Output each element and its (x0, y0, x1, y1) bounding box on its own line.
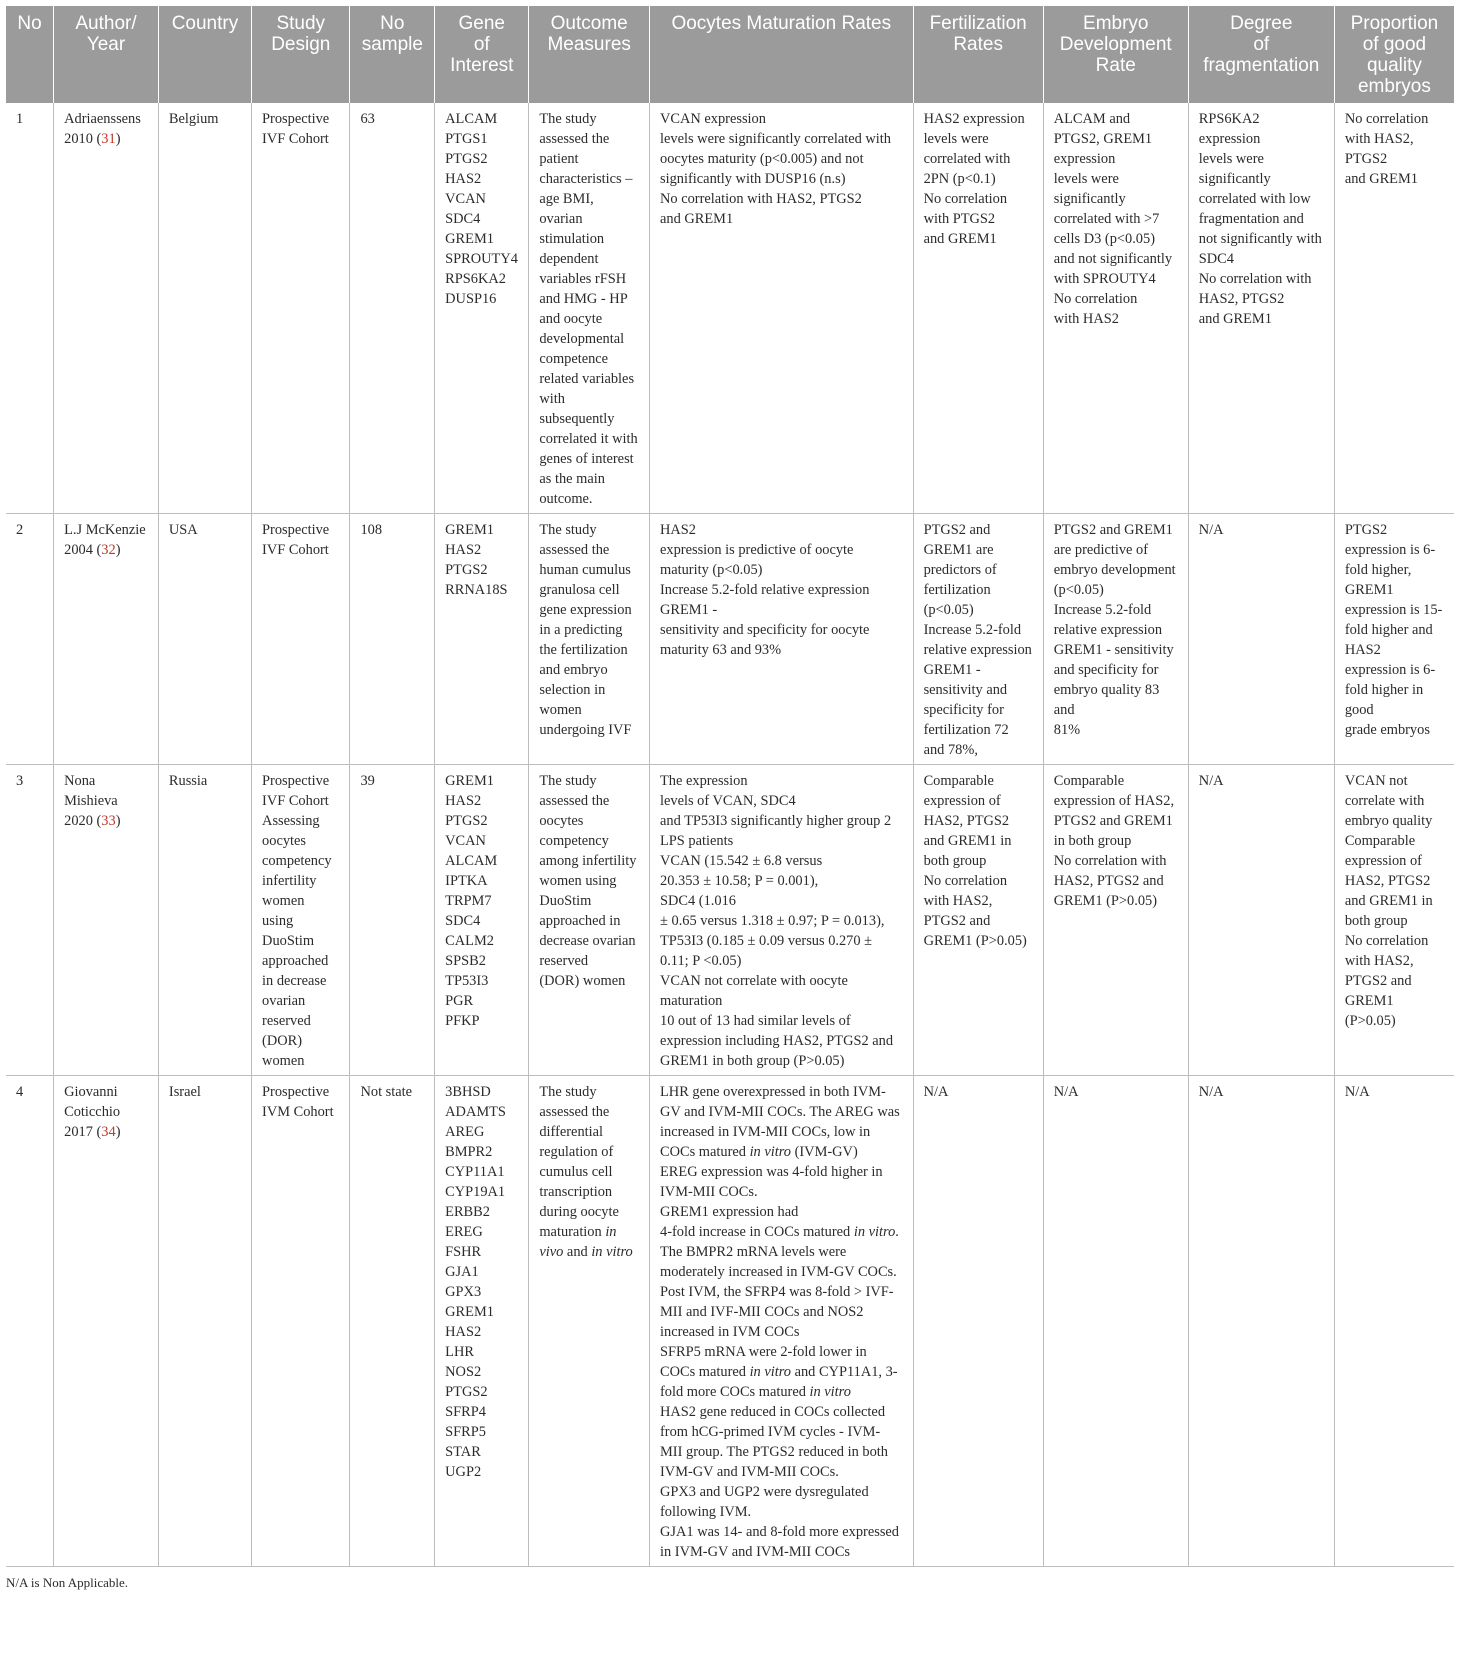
cell-country: Russia (158, 765, 251, 1076)
header-no: No (6, 6, 54, 103)
cell-fertilization: N/A (913, 1076, 1043, 1567)
reference-link[interactable]: 34 (101, 1124, 116, 1140)
header-study-design: Study Design (252, 6, 350, 103)
cell-outcome: The study assessed the human cumulus granulosa cell gene expression in a predicting the fertilization and embryo selection in women undergoing IVF (529, 514, 650, 765)
cell-outcome: The study assessed the patient characteristics – age BMI, ovarian stimulation dependent variables rFSH and HMG - HP and oocyte developmental competence related variables with subsequently correlated it with genes of interest as the main outcome. (529, 103, 650, 514)
cell-no: 4 (6, 1076, 54, 1567)
cell-fragmentation: N/A (1188, 1076, 1334, 1567)
cell-embryo-development: PTGS2 and GREM1 are predictive of embryo development (p<0.05) Increase 5.2-fold relative expression GREM1 - sensitivity and specificity for embryo quality 83 and 81% (1043, 514, 1188, 765)
cell-outcome: The study assessed the oocytes competency among infertility women using DuoStim approached in decrease ovarian reserved (DOR) women (529, 765, 650, 1076)
cell-study-design: Prospective IVF Cohort (252, 514, 350, 765)
cell-country: USA (158, 514, 251, 765)
header-no-sample: No sample (350, 6, 435, 103)
cell-embryo-development: N/A (1043, 1076, 1188, 1567)
header-country: Country (158, 6, 251, 103)
header-embryo-development: Embryo Development Rate (1043, 6, 1188, 103)
cell-sample: 39 (350, 765, 435, 1076)
table-row (6, 103, 1454, 514)
author-name: Nona Mishieva 2020 (64, 773, 118, 829)
cell-sample: Not state (350, 1076, 435, 1567)
reference-link[interactable]: 33 (101, 813, 116, 829)
cell-maturation: The expression levels of VCAN, SDC4 and TP53I3 significantly higher group 2 LPS patients VCAN (15.542 ± 6.8 versus 20.353 ± 10.58; P = 0.001), SDC4 (1.016 ± 0.65 versus 1.318 ± 0.97; P = 0.013), TP53I3 (0.185 ± 0.09 versus 0.270 ± 0.11; P <0.05) VCAN not correlate with oocyte maturation 10 out of 13 had similar levels of expression including HAS2, PTGS2 and GREM1 in both group (P>0.05) (650, 765, 914, 1076)
cell-sample: 108 (350, 514, 435, 765)
cell-study-design: Prospective IVF Cohort (252, 103, 350, 514)
header-degree-fragmentation: Degree of fragmentation (1188, 6, 1334, 103)
cell-fertilization: PTGS2 and GREM1 are predictors of fertilization (p<0.05) Increase 5.2-fold relative expression GREM1 - sensitivity and specificity for fertilization 72 and 78%, (913, 514, 1043, 765)
cell-study-design: Prospective IVM Cohort (252, 1076, 350, 1567)
cell-fragmentation: N/A (1188, 765, 1334, 1076)
header-author-year: Author/ Year (54, 6, 159, 103)
cell-no: 2 (6, 514, 54, 765)
author-name: Giovanni Coticchio 2017 (64, 1084, 121, 1140)
reference-link[interactable]: 32 (101, 542, 116, 558)
header-oocytes-maturation: Oocytes Maturation Rates (650, 6, 914, 103)
author-name: Adriaenssens 2010 (64, 111, 141, 147)
cell-sample: 63 (350, 103, 435, 514)
cell-genes: GREM1 HAS2 PTGS2 VCAN ALCAM IPTKA TRPM7 SDC4 CALM2 SPSB2 TP53I3 PGR PFKP (435, 765, 529, 1076)
cell-fragmentation: N/A (1188, 514, 1334, 765)
cell-good-quality: VCAN not correlate with embryo quality Comparable expression of HAS2, PTGS2 and GREM1 in both group No correlation with HAS2, PTGS2 and GREM1 (P>0.05) (1334, 765, 1454, 1076)
cell-author-year: Giovanni Coticchio 2017 (34) (54, 1076, 159, 1567)
header-row (6, 6, 1454, 103)
cell-good-quality: N/A (1334, 1076, 1454, 1567)
cell-genes: GREM1 HAS2 PTGS2 RRNA18S (435, 514, 529, 765)
cell-author-year: L.J McKenzie 2004 (32) (54, 514, 159, 765)
cell-outcome: The study assessed the differential regulation of cumulus cell transcription during oocyte maturation in vivo and in vitro (529, 1076, 650, 1567)
cell-author-year: Nona Mishieva 2020 (33) (54, 765, 159, 1076)
cell-maturation: VCAN expression levels were significantly correlated with oocytes maturity (p<0.005) and not significantly with DUSP16 (n.s) No correlation with HAS2, PTGS2 and GREM1 (650, 103, 914, 514)
table-row (6, 514, 1454, 765)
studies-table (6, 6, 1454, 1567)
header-fertilization-rates: Fertilization Rates (913, 6, 1043, 103)
cell-study-design: Prospective IVF Cohort Assessing oocytes competency infertility women using DuoStim approached in decrease ovarian reserved (DOR) women (252, 765, 350, 1076)
cell-no: 3 (6, 765, 54, 1076)
cell-genes: ALCAM PTGS1 PTGS2 HAS2 VCAN SDC4 GREM1 SPROUTY4 RPS6KA2 DUSP16 (435, 103, 529, 514)
reference-link[interactable]: 31 (101, 131, 116, 147)
author-name: L.J McKenzie 2004 (64, 522, 146, 558)
cell-country: Israel (158, 1076, 251, 1567)
cell-genes: 3BHSD ADAMTS AREG BMPR2 CYP11A1 CYP19A1 ERBB2 EREG FSHR GJA1 GPX3 GREM1 HAS2 LHR NOS2 PTGS2 SFRP4 SFRP5 STAR UGP2 (435, 1076, 529, 1567)
cell-good-quality: No correlation with HAS2, PTGS2 and GREM1 (1334, 103, 1454, 514)
cell-maturation: LHR gene overexpressed in both IVM-GV and IVM-MII COCs. The AREG was increased in IVM-MII COCs, low in COCs matured in vitro (IVM-GV) EREG expression was 4-fold higher in IVM-MII COCs. GREM1 expression had 4-fold increase in COCs matured in vitro. The BMPR2 mRNA levels were moderately increased in IVM-GV COCs. Post IVM, the SFRP4 was 8-fold > IVF-MII and IVF-MII COCs and NOS2 increased in IVM COCs SFRP5 mRNA were 2-fold lower in COCs matured in vitro and CYP11A1, 3-fold more COCs matured in vitro HAS2 gene reduced in COCs collected from hCG-primed IVM cycles - IVM-MII group. The PTGS2 reduced in both IVM-GV and IVM-MII COCs. GPX3 and UGP2 were dysregulated following IVM. GJA1 was 14- and 8-fold more expressed in IVM-GV and IVM-MII COCs (650, 1076, 914, 1567)
cell-fertilization: Comparable expression of HAS2, PTGS2 and GREM1 in both group No correlation with HAS2, PTGS2 and GREM1 (P>0.05) (913, 765, 1043, 1076)
table-wrapper (6, 6, 1454, 1591)
cell-country: Belgium (158, 103, 251, 514)
table-row (6, 765, 1454, 1076)
cell-maturation: HAS2 expression is predictive of oocyte maturity (p<0.05) Increase 5.2-fold relative expression GREM1 - sensitivity and specificity for oocyte maturity 63 and 93% (650, 514, 914, 765)
header-outcome-measures: Outcome Measures (529, 6, 650, 103)
table-row (6, 1076, 1454, 1567)
cell-fertilization: HAS2 expression levels were correlated with 2PN (p<0.1) No correlation with PTGS2 and GREM1 (913, 103, 1043, 514)
cell-good-quality: PTGS2 expression is 6-fold higher, GREM1 expression is 15-fold higher and HAS2 expression is 6-fold higher in good grade embryos (1334, 514, 1454, 765)
header-proportion-good-quality: Proportion of good quality embryos (1334, 6, 1454, 103)
cell-embryo-development: Comparable expression of HAS2, PTGS2 and GREM1 in both group No correlation with HAS2, PTGS2 and GREM1 (P>0.05) (1043, 765, 1188, 1076)
header-gene-of-interest: Gene of Interest (435, 6, 529, 103)
cell-no: 1 (6, 103, 54, 514)
cell-fragmentation: RPS6KA2 expression levels were significantly correlated with low fragmentation and not significantly with SDC4 No correlation with HAS2, PTGS2 and GREM1 (1188, 103, 1334, 514)
cell-embryo-development: ALCAM and PTGS2, GREM1 expression levels were significantly correlated with >7 cells D3 (p<0.05) and not significantly with SPROUTY4 No correlation with HAS2 (1043, 103, 1188, 514)
table-footnote: N/A is Non Applicable. (6, 1575, 129, 1590)
cell-author-year: Adriaenssens 2010 (31) (54, 103, 159, 514)
